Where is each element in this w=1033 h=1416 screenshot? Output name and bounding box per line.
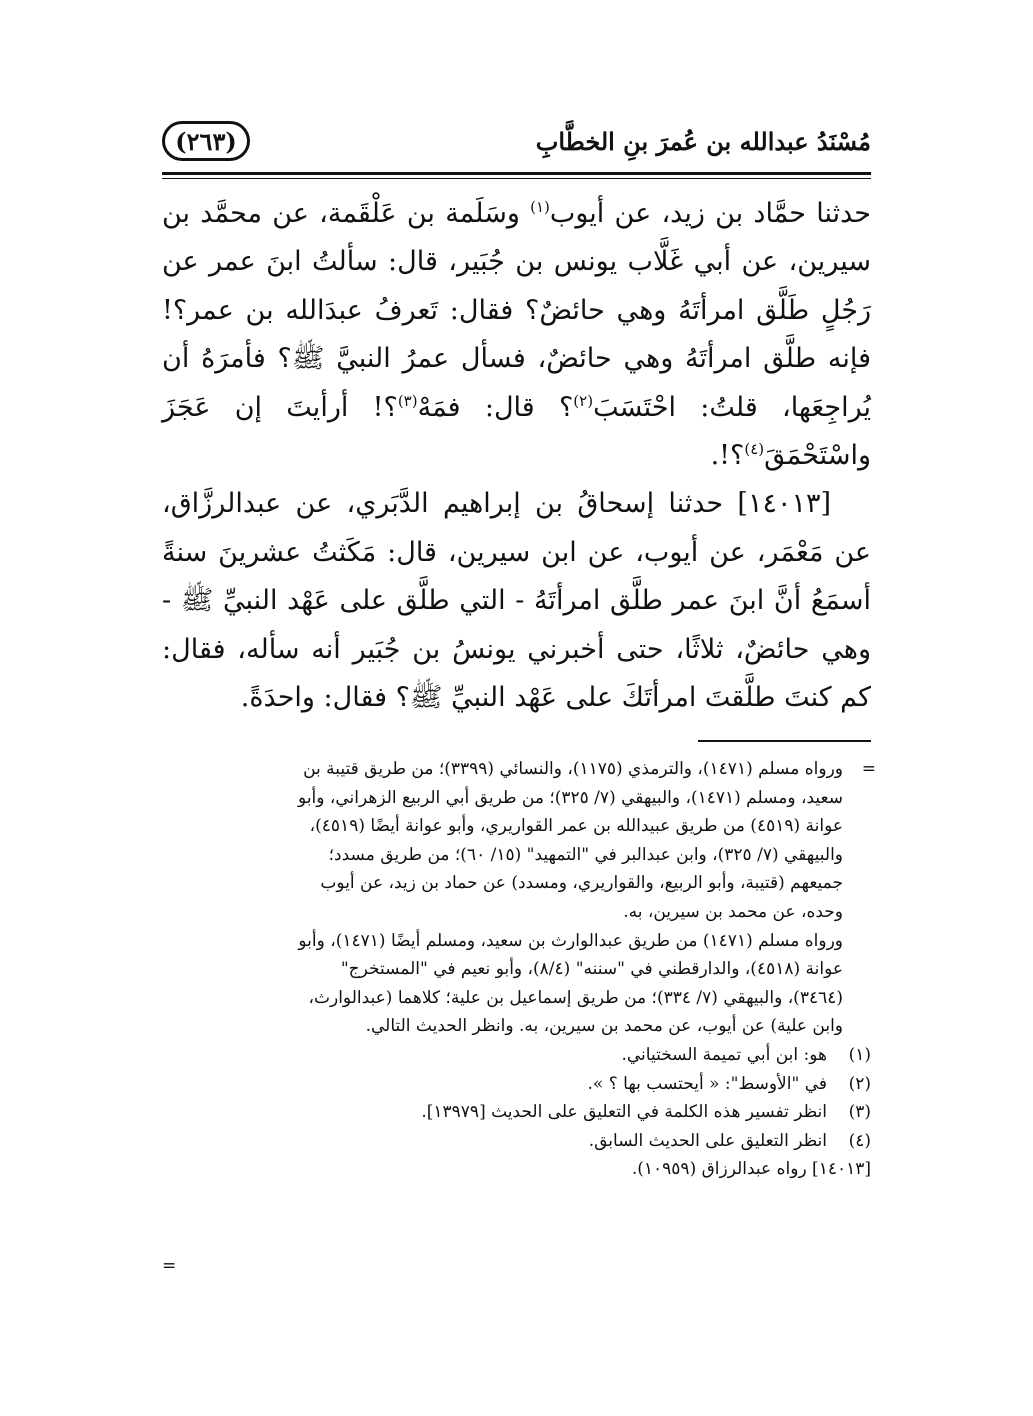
footnote-line: عوانة (٤٥١٩) من طريق عبيدالله بن عمر القواريري، وأبو عوانة أيضًا (٤٥١٩)، [309, 816, 843, 837]
footnote-line: عوانة (٤٥١٨)، والدارقطني في "سننه" (٨/٤)، وأبو نعيم في "المستخرج" [340, 959, 843, 980]
hadith-source-note: [١٤٠١٣] رواه عبدالرزاق (١٠٩٥٩). [631, 1159, 871, 1180]
paragraph-2: [١٤٠١٣] حدثنا إسحاقُ بن إبراهيم الدَّبَري، عن عبدالرزَّاق، عن مَعْمَر، عن أيوب، عن ابن سيرين، قال: مَكَثتُ عشرينَ سنةً أسمَعُ أنَّ ابنَ عمر طلَّق امرأتَهُ - التي طلَّق على عَهْد النبيِّ ﷺ - وهي حائضٌ، ثلاثًا، حتى أخبرني يونسُ بن جُبَير أنه سأله، فقال: كم كنتَ طلَّقتَ امرأتَكَ على عَهْد النبيِّ ﷺ؟ فقال: واحدَةً. [162, 488, 871, 714]
p1-part-a: حدثنا حمَّاد بن زيد، عن أيوب [549, 198, 871, 229]
footnote-ref-3: (٣) [397, 391, 418, 410]
p1-part-b: وسَلَمة بن عَلْقَمة، عن محمَّد بن سيرين، عن أبي غَلَّاب يونس بن جُبَير، قال: سألتُ ابنَ عمر عن رَجُلٍ طَلَّق امرأتَهُ وهي حائضٌ؟ فقال: تَعرفُ عبدَالله بن عمر؟! فإنه طلَّق امرأتَهُ وهي حائضٌ، فسأل عمرُ النبيَّ ﷺ؟ فأمرَهُ أن يُراجِعَها، قلتُ: احْتَسَبَ [162, 198, 872, 423]
footnote-ref-2: (٢) [573, 391, 594, 410]
page-number: (٢٦٣) [162, 121, 250, 161]
footnote-line: جميعهم (قتيبة، وأبو الربيع، والقواريري، ومسدد) عن حماد بن زيد، عن أيوب [320, 873, 843, 894]
footnote-line: ورواه مسلم (١٤٧١) من طريق عبدالوارث بن سعيد، ومسلم أيضًا (١٤٧١)، وأبو [298, 930, 843, 951]
footnote-line: والبيهقي (٧/ ٣٢٥)، وابن عبدالبر في "التمهيد" (١٥/ ٦٠)؛ من طريق مسدد؛ [328, 844, 843, 865]
page-header [162, 112, 871, 170]
footnote-text: في "الأوسط": « أيحتسب بها ؟ ». [587, 1073, 827, 1094]
main-text [162, 190, 871, 722]
footnote-4 [162, 1127, 871, 1156]
footnotes [162, 755, 876, 1184]
paragraph-1 [162, 190, 871, 480]
p1-part-d: ؟! أرأيتَ إن عَجَزَ واسْتَحْمَقَ [162, 391, 871, 472]
footnote-ref-4: (٤) [744, 440, 765, 459]
footnote-1 [162, 1041, 871, 1070]
footnote-line: وابن علية) عن أيوب، عن محمد بن سيرين، به. وانظر الحديث التالي. [365, 1016, 843, 1037]
footnote-number: (٢) [848, 1073, 871, 1094]
footnote-continuation [162, 755, 876, 1041]
footnote-ref-1: (١) [530, 198, 550, 216]
running-title: مُسْنَدُ عبدالله بن عُمرَ بنِ الخطَّابِ [535, 126, 871, 156]
footnote-line: ورواه مسلم (١٤٧١)، والترمذي (١١٧٥)، والنسائي (٣٣٩٩)؛ من طريق قتيبة بن [303, 759, 843, 779]
footnote-text: هو: ابن أبي تميمة السختياني. [621, 1044, 827, 1065]
footnote-number: (٤) [848, 1130, 871, 1151]
header-rule-thin [162, 178, 871, 179]
header-rule-thick [162, 172, 871, 175]
footnote-line: وحده، عن محمد بن سيرين، به. [623, 901, 843, 922]
footnote-3 [162, 1098, 871, 1127]
footnote-line: (٣٤٦٤)، والبيهقي (٧/ ٣٣٤)؛ من طريق إسماعيل بن علية؛ كلاهما (عبدالوارث، [308, 987, 843, 1008]
end-continuation-mark: = [162, 1256, 177, 1276]
p1-part-e: ؟!. [710, 440, 745, 472]
p1-part-c: ؟ قال: فمَهْ [417, 391, 574, 423]
continuation-mark: = [861, 759, 876, 779]
footnote-number: (١) [848, 1044, 871, 1065]
footnote-line: سعيد، ومسلم (١٤٧١)، والبيهقي (٧/ ٣٢٥)؛ من طريق أبي الربيع الزهراني، وأبو [298, 787, 843, 808]
footnote-number: (٣) [848, 1102, 871, 1123]
footnote-2 [162, 1070, 871, 1099]
footnote-separator [698, 740, 871, 742]
footnote-text: انظر التعليق على الحديث السابق. [588, 1130, 827, 1151]
footnote-text: انظر تفسير هذه الكلمة في التعليق على الحديث [١٣٩٧٩]. [421, 1102, 827, 1123]
